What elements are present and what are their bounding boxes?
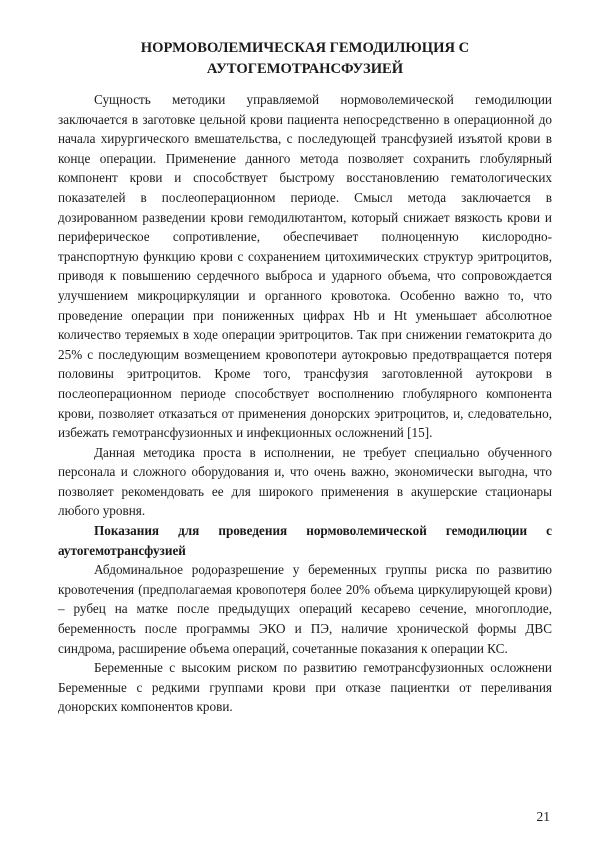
document-page	[58, 38, 552, 717]
title-line-2: АУТОГЕМОТРАНСФУЗИЕЙ	[206, 61, 404, 77]
document-title	[58, 38, 552, 80]
paragraph-method-essence: Сущность методики управляемой нормоволемической гемодилюции заключается в заготовке цельной крови пациента непосредственно в операционной до начала хирургического вмешательства, с последующей трансфузией изъятой крови в конце операции. Применение данного метода позволяет сохранить глобулярный компонент крови и способствует быстрому восстановлению гематологических показателей в послеоперационном периоде. Смысл метода заключается в дозированном разведении крови гемодилютантом, который снижает вязкость крови и периферическое сопротивление, обеспечивает полноценную кислородно-транспортную функцию крови с сохранением цитохимических структур эритроцитов, приводя к повышению сердечного выброса и ударного объема, что сопровождается улучшением микроциркуляции и органного кровотока. Особенно важно то, что проведение операции при пониженных цифрах Hb и Ht уменьшает абсолютное количество теряемых в ходе операции эритроцитов. Так при снижении гематокрита до 25% с последующим возмещением кровопотери аутокровью предотвращается потеря половины эритроцитов. Кроме того, трансфузия заготовленной аутокрови в послеоперационном периоде способствует восполнению глобулярного компонента крови, позволяет отказаться от применения донорских эритроцитов, и, следовательно, избежать гемотрансфузионных и инфекционных осложнений [15].	[58, 92, 552, 441]
paragraph-indications-high-risk: Беременные с высоким риском по развитию гемотрансфузионных осложнени Беременные с редкими группами крови при отказе пациентки от переливания донорских компонентов крови.	[58, 660, 552, 715]
page-number: 21	[536, 809, 550, 824]
paragraph-indications-abdominal: Абдоминальное родоразрешение у беременных группы риска по развитию кровотечения (предполагаемая кровопотеря более 20% объема циркулирующей крови) – рубец на матке после предыдущих операций кесарево сечение, многоплодие, беременность после программы ЭКО и ПЭ, наличие хронической формы ДВС синдрома, расширение объема операций, сочетанные показания к операции КС.	[58, 562, 552, 656]
title-line-1: НОРМОВОЛЕМИЧЕСКАЯ ГЕМОДИЛЮЦИЯ С	[140, 40, 470, 56]
title-spacer	[58, 80, 552, 90]
paragraph-method-simplicity: Данная методика проста в исполнении, не требует специально обученного персонала и сложного оборудования и, что очень важно, экономически выгодна, что позволяет рекомендовать ее для широкого применения в акушерские стационары любого уровня.	[58, 444, 552, 519]
section-heading-indications: Показания для проведения нормоволемической гемодилюции с аутогемотрансфузией	[58, 523, 552, 558]
